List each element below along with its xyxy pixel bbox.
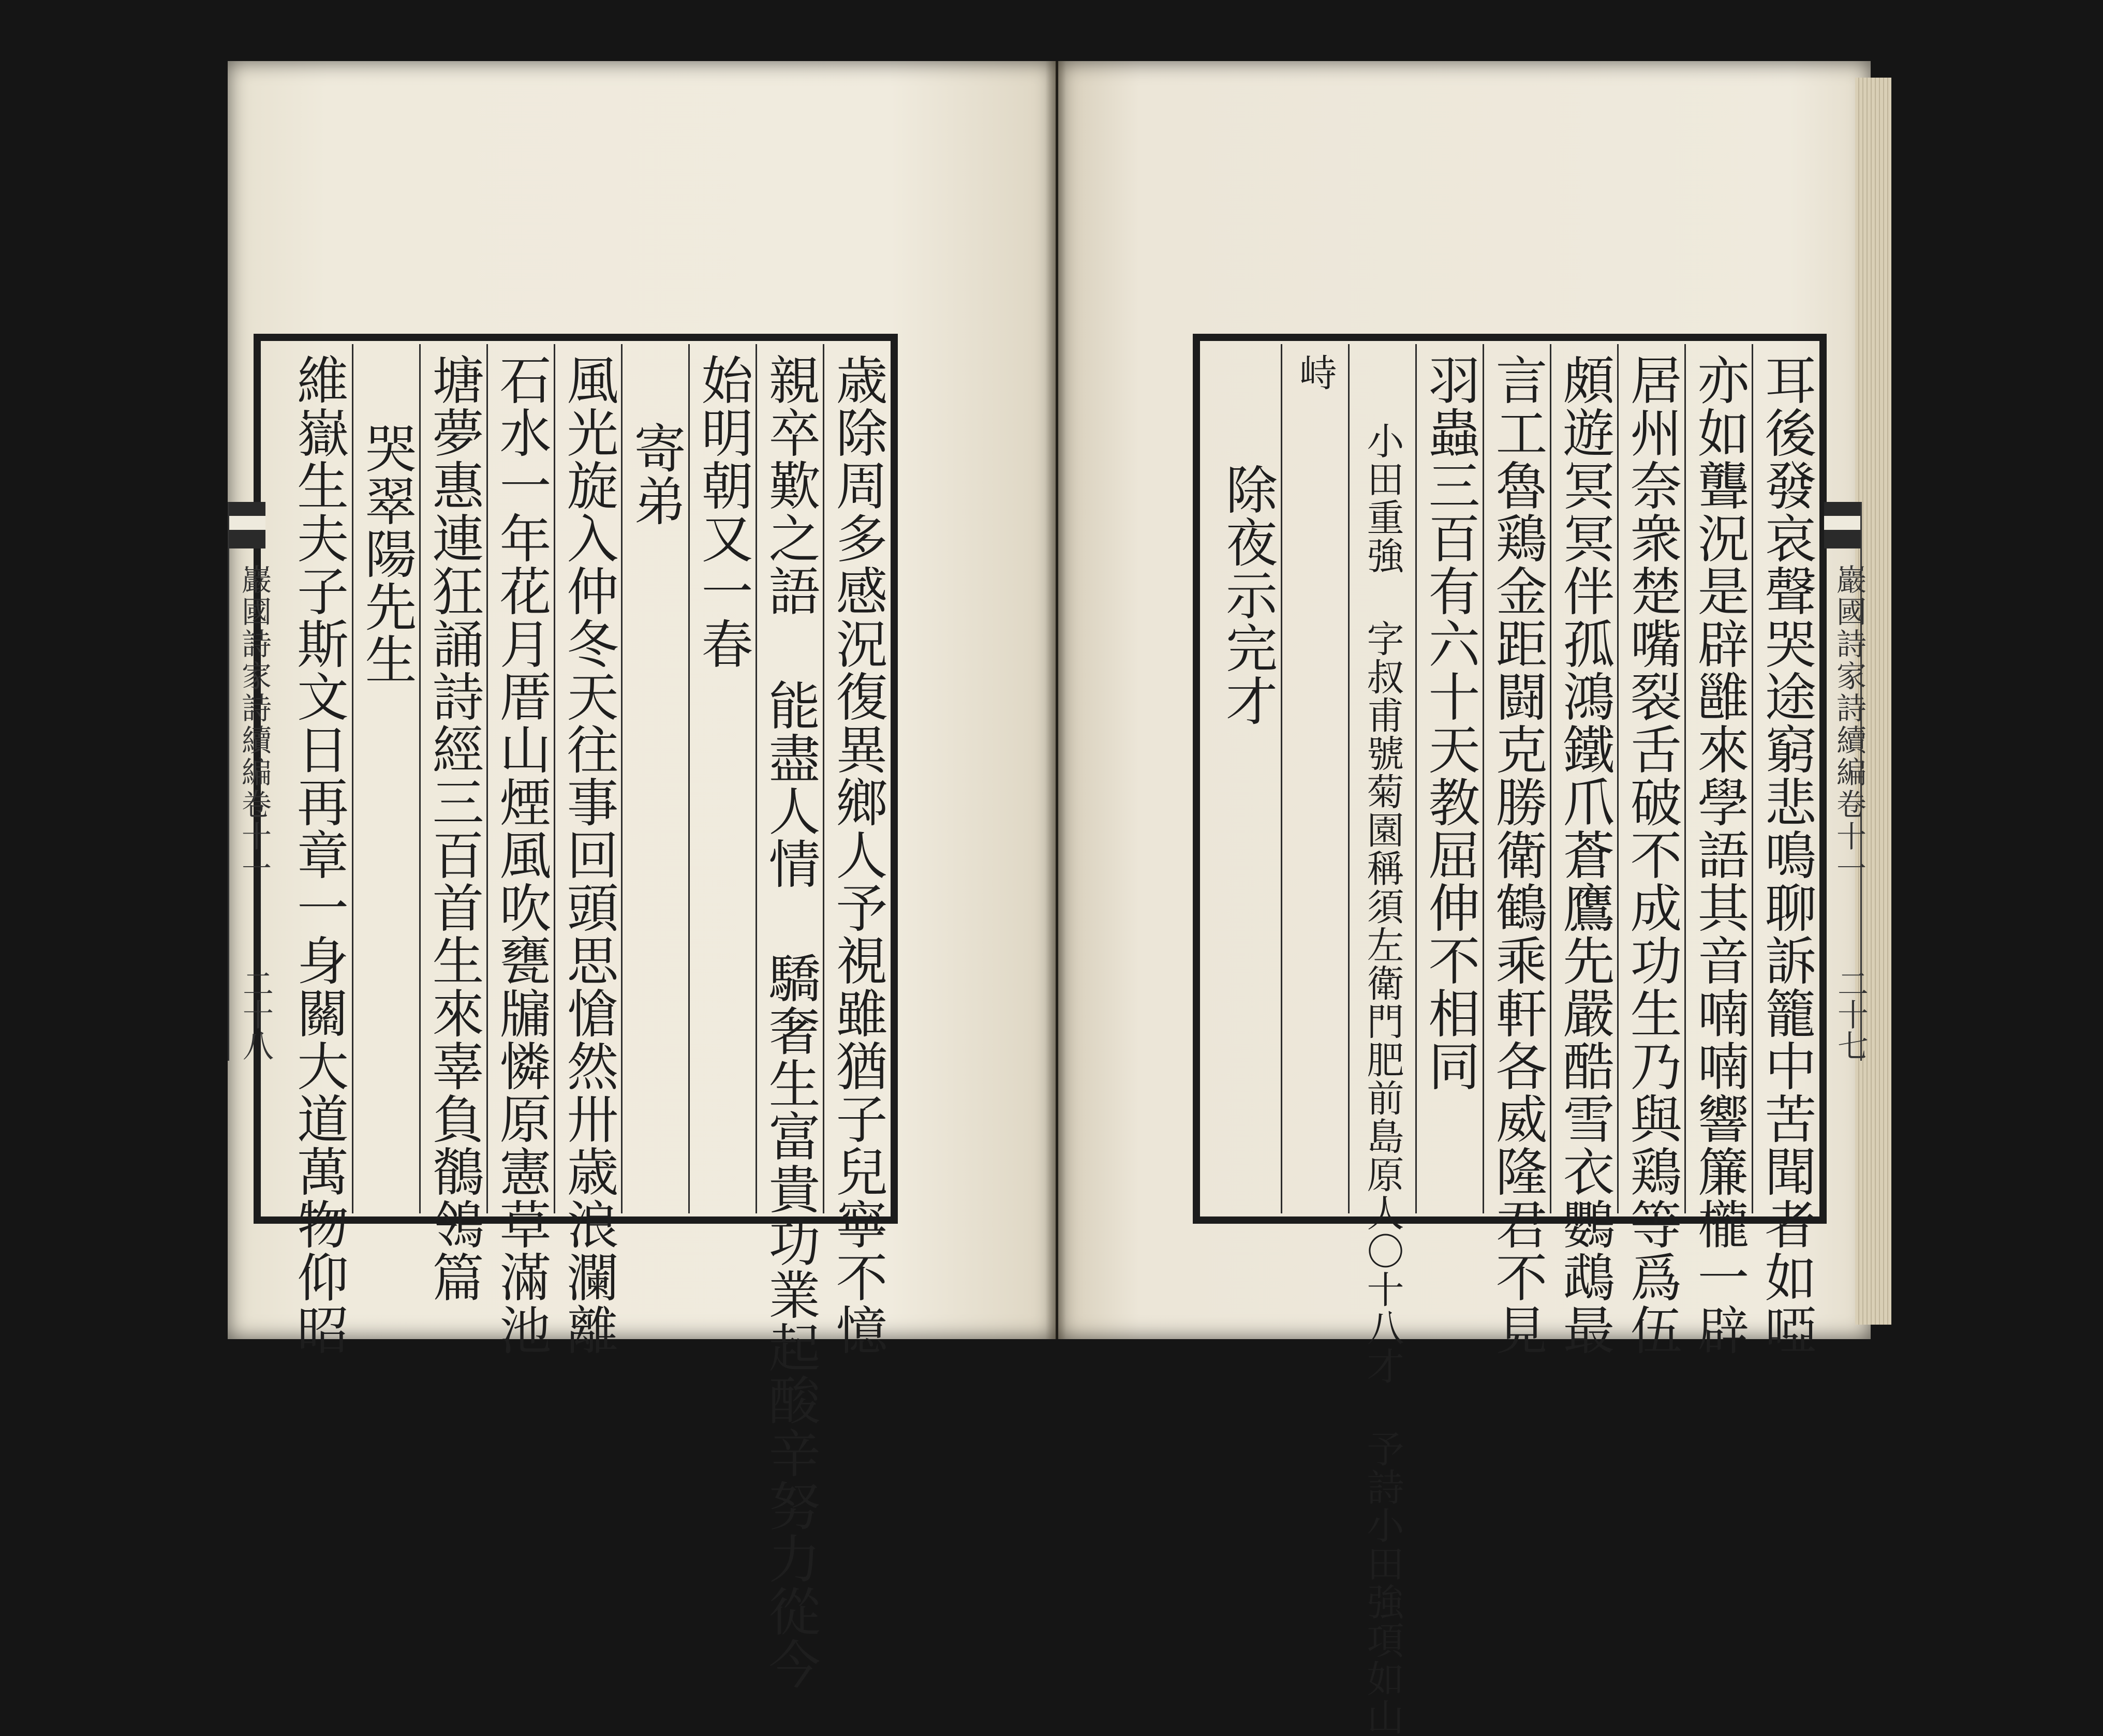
column-text: 親卒歎之語 能盡人情 驕奢生富貴功業起酸辛努力從今 xyxy=(760,353,821,1690)
right-column-8 xyxy=(1281,344,1348,1213)
right-column-5 xyxy=(1483,344,1550,1356)
page-number: 二十八 xyxy=(238,968,274,1061)
right-column-3 xyxy=(1617,344,1684,1356)
book-gutter xyxy=(1045,61,1066,1339)
fish-tail-mark-icon xyxy=(229,502,265,548)
column-text: 始明朝又一春 xyxy=(692,353,753,670)
column-text: 峙 xyxy=(1293,353,1337,392)
right-column-9 xyxy=(1213,344,1281,1213)
author-note: 小田重強 字叔甫號菊園稱須左衛門肥前島原人〇十八才 予詩小田強項如山 xyxy=(1360,422,1404,1736)
column-text: 亦如聾況是辟雝來學語其音喃喃響簾櫳一辟 xyxy=(1689,353,1750,1356)
right-column-4 xyxy=(1550,344,1617,1356)
column-text: 羽蟲三百有六十天教屈伸不相同 xyxy=(1419,353,1480,1092)
column-text: 塘夢惠連狂誦詩經三百首生來辜負鶺鴒篇 xyxy=(423,353,484,1303)
column-heading: 哭翠陽先生 xyxy=(356,422,417,686)
right-column-6 xyxy=(1415,344,1483,1213)
column-heading: 除夜示完才 xyxy=(1217,463,1278,727)
left-column-6 xyxy=(486,344,554,1356)
column-text: 維嶽生夫子斯文日再章一身關大道萬物仰昭 xyxy=(288,353,349,1356)
spine-title: 巖國詩家詩續編卷十一 xyxy=(1831,564,1867,885)
column-heading: 寄弟 xyxy=(625,422,686,527)
left-column-1 xyxy=(823,344,890,1356)
column-text: 言工魯鶏金距闘克勝衛鶴乘軒各威隆君不見 xyxy=(1487,353,1548,1356)
right-column-1 xyxy=(1752,344,1819,1356)
column-text: 頗遊冥冥伴孤鴻鐵爪蒼鷹先嚴酷雪衣鸚鵡最 xyxy=(1554,353,1615,1356)
right-text-columns xyxy=(1206,344,1819,1736)
left-text-columns xyxy=(269,344,890,1690)
left-column-3 xyxy=(688,344,756,1213)
right-column-7 xyxy=(1348,344,1415,1736)
column-text: 歳除周多感況復異鄉人予視雖猶子兒寧不憶 xyxy=(827,353,888,1356)
right-column-2 xyxy=(1684,344,1752,1356)
left-column-7 xyxy=(419,344,486,1303)
column-text: 居州奈衆楚嘴裂舌破不成功生乃與鶏等爲伍 xyxy=(1621,353,1682,1356)
spine-title: 巖國詩家詩續編卷十一 xyxy=(236,564,272,885)
left-column-2 xyxy=(756,344,823,1690)
column-text: 風光旋入仲冬天往事回頭思愴然卅歳浪瀾離 xyxy=(558,353,619,1356)
left-column-8 xyxy=(352,344,419,1213)
left-column-9 xyxy=(285,344,352,1356)
column-text: 石水一年花月厝山煙風吹甕牖憐原憲草滿池 xyxy=(491,353,552,1356)
right-spine-margin xyxy=(1824,502,1869,1061)
left-column-4 xyxy=(621,344,688,1213)
left-spine-margin xyxy=(228,502,274,1061)
page-number: 二十七 xyxy=(1832,968,1869,1061)
column-text: 耳後發哀聲哭途窮悲鳴聊訴籠中苦聞者如啞 xyxy=(1756,353,1817,1356)
fish-tail-mark-icon xyxy=(1824,502,1860,548)
left-column-5 xyxy=(554,344,621,1356)
